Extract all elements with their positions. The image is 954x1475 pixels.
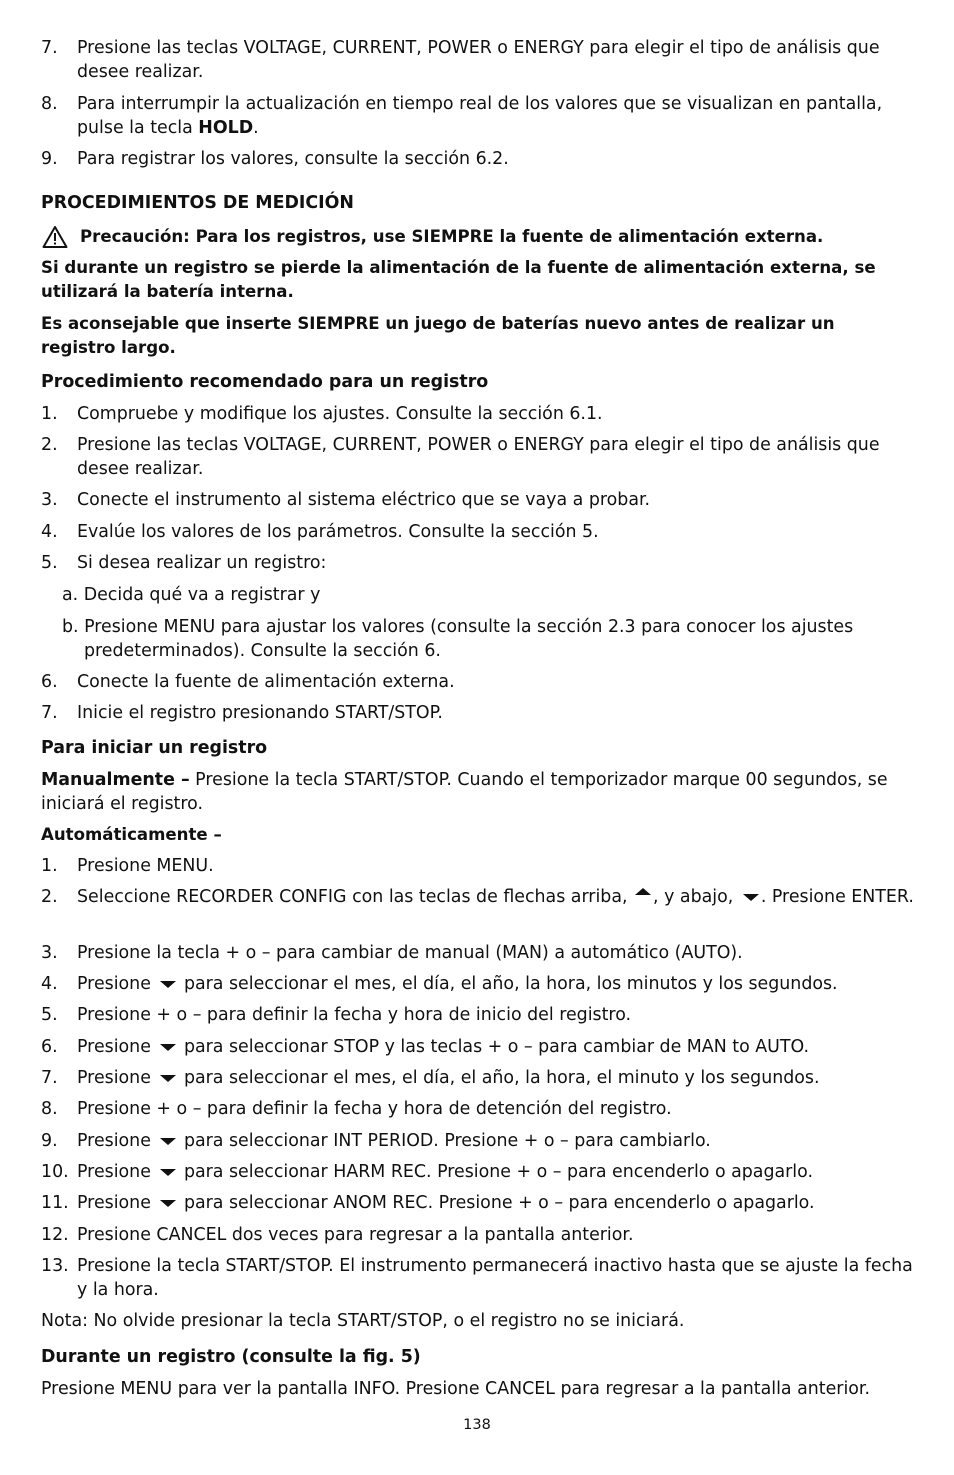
list-number: 5. xyxy=(41,1005,58,1025)
list-item xyxy=(41,488,914,512)
list-number: 4. xyxy=(41,522,58,542)
list-item xyxy=(41,551,914,575)
list-text xyxy=(77,1066,914,1090)
list-item xyxy=(41,972,914,996)
list-text: Para registrar los valores, consulte la sección 6.2. xyxy=(77,149,509,169)
list-item xyxy=(41,854,914,878)
list-text-part: para seleccionar INT PERIOD. Presione + o – para cambiarlo. xyxy=(178,1131,711,1151)
bold-paragraph: Si durante un registro se pierde la alimentación de la fuente de alimentación externa, se utilizará la batería interna. xyxy=(41,258,876,301)
list-number: 2. xyxy=(41,435,58,455)
sub-list-item xyxy=(62,583,914,607)
list-item xyxy=(41,1097,914,1121)
list-text: Conecte la fuente de alimentación externa. xyxy=(77,672,455,692)
list-item xyxy=(41,941,914,965)
list-text-part: . xyxy=(253,118,259,138)
list-text: Si desea realizar un registro: xyxy=(77,553,327,573)
list-text-part: Presione xyxy=(77,974,157,994)
list-text: Presione las teclas VOLTAGE, CURRENT, POWER o ENERGY para elegir el tipo de análisis que desee realizar. xyxy=(77,435,880,479)
list-text-part: Seleccione RECORDER CONFIG con las teclas de flechas arriba, xyxy=(77,887,634,907)
list-text-part: Presione xyxy=(77,1162,157,1182)
list-text-part: Presione xyxy=(77,1193,157,1213)
list-text: Presione las teclas VOLTAGE, CURRENT, POWER o ENERGY para elegir el tipo de análisis que desee realizar. xyxy=(77,38,880,82)
list-text-part: Presione xyxy=(77,1037,157,1057)
list-text xyxy=(77,972,914,996)
arrow-down-icon xyxy=(160,1044,176,1051)
list-number: 9. xyxy=(41,1131,58,1151)
list-number: 5. xyxy=(41,553,58,573)
list-number: 3. xyxy=(41,490,58,510)
list-text-part: para seleccionar el mes, el día, el año, la hora, los minutos y los segundos. xyxy=(178,974,838,994)
list-text: Presione + o – para definir la fecha y hora de inicio del registro. xyxy=(77,1005,632,1025)
list-item xyxy=(41,1254,914,1302)
list-number: 7. xyxy=(41,1068,58,1088)
list-text xyxy=(77,1129,914,1153)
list-text: Evalúe los valores de los parámetros. Consulte la sección 5. xyxy=(77,522,599,542)
during-text: Presione MENU para ver la pantalla INFO. Presione CANCEL para regresar a la pantalla anterior. xyxy=(41,1379,870,1399)
list-number: 8. xyxy=(41,1099,58,1119)
hold-key-label: HOLD xyxy=(198,118,254,138)
list-text-part: para seleccionar STOP y las teclas + o – para cambiar de MAN to AUTO. xyxy=(178,1037,809,1057)
auto-label: Automáticamente – xyxy=(41,825,222,844)
list-text xyxy=(77,885,914,909)
list-item xyxy=(41,36,914,84)
list-number: 10. xyxy=(41,1162,69,1182)
list-text: Presione la tecla START/STOP. El instrumento permanecerá inactivo hasta que se ajuste la fecha y la hora. xyxy=(77,1256,913,1300)
list-item xyxy=(41,402,914,426)
list-text-part: . Presione ENTER. xyxy=(760,887,914,907)
list-item xyxy=(41,1035,914,1059)
list-text-part: para seleccionar ANOM REC. Presione + o – para encenderlo o apagarlo. xyxy=(178,1193,815,1213)
list-item xyxy=(41,1066,914,1090)
list-number: 9. xyxy=(41,149,58,169)
list-text: Conecte el instrumento al sistema eléctrico que se vaya a probar. xyxy=(77,490,651,510)
list-number: 12. xyxy=(41,1225,69,1245)
list-item xyxy=(41,701,914,725)
list-number: 11. xyxy=(41,1193,69,1213)
note-text: Nota: No olvide presionar la tecla START/STOP, o el registro no se iniciará. xyxy=(41,1311,685,1331)
list-item xyxy=(41,1223,914,1247)
arrow-down-icon xyxy=(160,1200,176,1207)
list-number: 6. xyxy=(41,672,58,692)
list-number: 1. xyxy=(41,404,58,424)
arrow-up-icon xyxy=(635,888,651,895)
sub-list-item xyxy=(62,615,914,663)
arrow-down-icon xyxy=(160,1169,176,1176)
list-text xyxy=(77,1191,914,1215)
list-number: 1. xyxy=(41,856,58,876)
list-number: 8. xyxy=(41,94,58,114)
caution-text: Precaución: Para los registros, use SIEMPRE la fuente de alimentación externa. xyxy=(80,227,824,246)
list-item xyxy=(41,1003,914,1027)
list-text: Presione la tecla + o – para cambiar de manual (MAN) a automático (AUTO). xyxy=(77,943,743,963)
list-number: 13. xyxy=(41,1256,69,1276)
arrow-down-icon xyxy=(160,981,176,988)
list-text-part: para seleccionar el mes, el día, el año, la hora, el minuto y los segundos. xyxy=(178,1068,820,1088)
list-number: 3. xyxy=(41,943,58,963)
list-text xyxy=(77,1035,914,1059)
list-text-part: Presione xyxy=(77,1068,157,1088)
list-item xyxy=(41,670,914,694)
list-number: 2. xyxy=(41,887,58,907)
list-text-part: , y abajo, xyxy=(653,887,739,907)
list-number: 7. xyxy=(41,703,58,723)
list-item xyxy=(41,520,914,544)
page-number: 138 xyxy=(463,1417,491,1433)
warning-triangle-icon xyxy=(42,225,68,249)
list-item xyxy=(41,1160,914,1184)
list-item xyxy=(41,885,914,909)
subsection-heading: Durante un registro (consulte la fig. 5) xyxy=(41,1347,421,1367)
list-text: Inicie el registro presionando START/STOP. xyxy=(77,703,443,723)
section-title: PROCEDIMIENTOS DE MEDICIÓN xyxy=(41,193,354,213)
list-item xyxy=(41,1191,914,1215)
list-text: Presione + o – para definir la fecha y hora de detención del registro. xyxy=(77,1099,672,1119)
list-text-part: Presione xyxy=(77,1131,157,1151)
sub-list-text: b. Presione MENU para ajustar los valores (consulte la sección 2.3 para conocer los ajustes predeterminados). Consulte la sección 6. xyxy=(62,617,854,661)
subsection-heading: Para iniciar un registro xyxy=(41,738,268,758)
list-item xyxy=(41,147,914,171)
list-item xyxy=(41,1129,914,1153)
list-text: Presione MENU. xyxy=(77,856,214,876)
list-text: Presione CANCEL dos veces para regresar a la pantalla anterior. xyxy=(77,1225,634,1245)
manual-label: Manualmente – xyxy=(41,770,190,790)
list-item xyxy=(41,92,914,140)
bold-paragraph: Es aconsejable que inserte SIEMPRE un juego de baterías nuevo antes de realizar un registro largo. xyxy=(41,314,835,357)
arrow-down-icon xyxy=(160,1075,176,1082)
subsection-heading: Procedimiento recomendado para un registro xyxy=(41,372,489,392)
list-number: 4. xyxy=(41,974,58,994)
manual-paragraph xyxy=(41,768,914,816)
list-text xyxy=(77,1160,914,1184)
arrow-down-icon xyxy=(160,1138,176,1145)
list-item xyxy=(41,433,914,481)
sub-list-text: a. Decida qué va a registrar y xyxy=(62,585,321,605)
list-number: 6. xyxy=(41,1037,58,1057)
list-text-part: Para interrumpir la actualización en tiempo real de los valores que se visualizan en pantalla, pulse la tecla xyxy=(77,94,883,138)
manual-text: Presione la tecla START/STOP. Cuando el temporizador marque 00 segundos, se iniciará el registro. xyxy=(41,770,888,814)
list-text xyxy=(77,92,914,140)
list-text: Compruebe y modifique los ajustes. Consulte la sección 6.1. xyxy=(77,404,603,424)
arrow-down-icon xyxy=(743,894,759,901)
list-number: 7. xyxy=(41,38,58,58)
list-text-part: para seleccionar HARM REC. Presione + o – para encenderlo o apagarlo. xyxy=(178,1162,813,1182)
